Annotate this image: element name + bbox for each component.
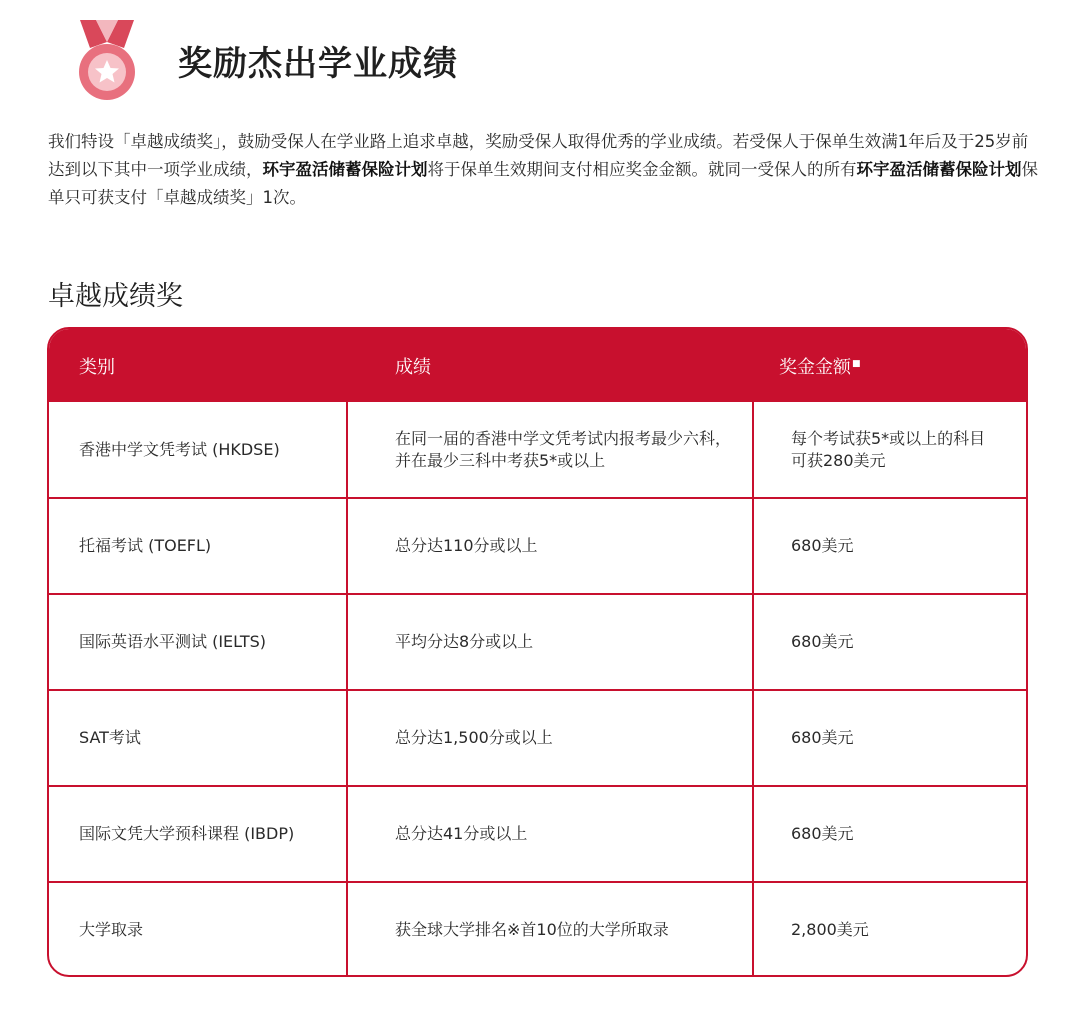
award-table: [47, 327, 1028, 977]
intro-text-1: 我们特设「卓越成绩奖」，鼓励受保人在学业路上追求卓越，奖励受保人取得优秀的学业成绩。若受保人于保单生效满1年后及于25岁前达到以下其中一项学业成绩，: [48, 132, 1029, 179]
table-row: [49, 402, 1026, 497]
cell-amount: 680美元: [791, 632, 854, 651]
cell-category: 托福考试 (TOEFL): [79, 536, 212, 555]
cell-result: 总分达110分或以上: [395, 536, 538, 555]
header-category: 类别: [79, 357, 115, 378]
cell-category: 国际文凭大学预科课程 (IBDP): [79, 824, 295, 843]
table-row: [49, 883, 1026, 977]
intro-text-3: 保单只可获支付「卓越成绩奖」1次。: [48, 160, 1038, 207]
cell-result: 总分达41分或以上: [395, 824, 528, 843]
header-result: 成绩: [395, 357, 431, 378]
cell-amount: 680美元: [791, 536, 854, 555]
table-row: [49, 787, 1026, 881]
table-header: [49, 329, 1026, 402]
section-title: 卓越成绩奖: [48, 281, 183, 312]
cell-category: 香港中学文凭考试 (HKDSE): [79, 439, 280, 459]
cell-category: SAT考试: [79, 728, 141, 747]
header-amount: [779, 353, 861, 379]
plan-name-2: 环宇盈活储蓄保险计划: [856, 160, 1022, 179]
medal-icon: [76, 20, 138, 102]
cell-amount: 680美元: [791, 824, 854, 843]
table-row: [49, 691, 1026, 785]
cell-amount: 680美元: [791, 728, 854, 747]
header-amount-label: 奖金金额: [779, 357, 851, 378]
intro-paragraph: [48, 128, 1038, 212]
page-title: 奖励杰出学业成绩: [178, 44, 458, 84]
table-row: [49, 499, 1026, 593]
cell-result: 获全球大学排名※首10位的大学所取录: [395, 920, 669, 939]
plan-name-1: 环宇盈活储蓄保险计划: [262, 160, 428, 179]
cell-amount: 每个考试获5*或以上的科目可获280美元: [791, 428, 986, 470]
footnote-mark: ■: [852, 359, 861, 369]
table-row: [49, 595, 1026, 689]
cell-result: 总分达1,500分或以上: [395, 728, 553, 747]
cell-amount: 2,800美元: [791, 920, 869, 939]
cell-result: 平均分达8分或以上: [395, 632, 534, 651]
cell-result: 在同一届的香港中学文凭考试内报考最少六科，并在最少三科中考获5*或以上: [395, 428, 732, 470]
cell-category: 大学取录: [79, 920, 144, 939]
cell-category: 国际英语水平测试 (IELTS): [79, 632, 267, 651]
intro-text-2: 将于保单生效期间支付相应奖金金额。就同一受保人的所有: [427, 160, 857, 179]
